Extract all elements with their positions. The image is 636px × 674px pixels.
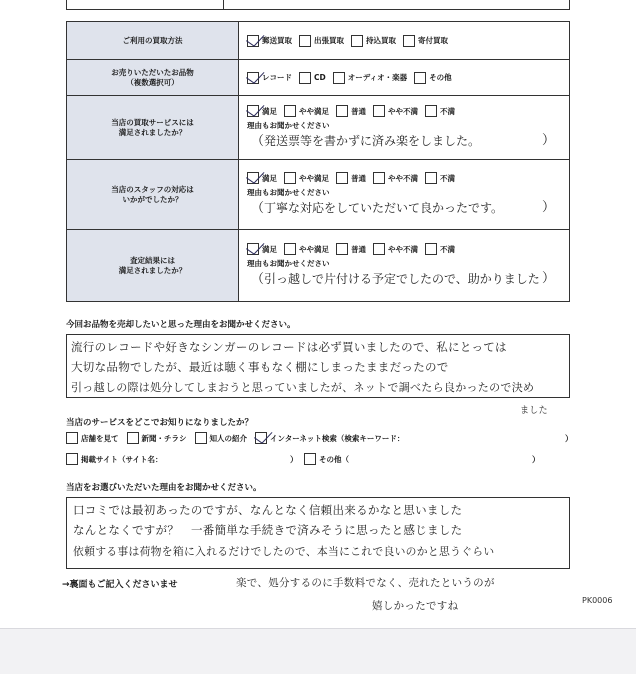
checkbox[interactable] [373, 105, 385, 117]
rating-dissatisfied[interactable]: 不満 [425, 172, 455, 184]
checkbox[interactable] [336, 172, 348, 184]
checkbox[interactable] [373, 243, 385, 255]
sell-reason-line2: 大切な品物でしたが、最近は聴く事もなく棚にしまったままだったので [71, 360, 449, 374]
checkbox[interactable] [127, 432, 139, 444]
rating-neutral[interactable]: 普通 [336, 243, 366, 255]
site-close-paren: ） [290, 455, 298, 464]
checkbox[interactable] [336, 243, 348, 255]
back-side-note: →裏面もご記入くださいませ [62, 580, 178, 590]
rating-somewhat-satisfied[interactable]: やや満足 [284, 172, 329, 184]
source-row-2 [66, 453, 170, 465]
option-donation[interactable]: 寄付買取 [403, 35, 448, 47]
option-visit[interactable]: 出張買取 [299, 35, 344, 47]
option-cd[interactable]: CD [299, 72, 326, 84]
checkbox[interactable] [403, 35, 415, 47]
answer-items [239, 60, 570, 96]
checkbox[interactable] [195, 432, 207, 444]
sell-reason-heading: 今回お品物を売却したいと思った理由をお聞かせください。 [66, 320, 296, 330]
source-internet[interactable]: インターネット検索（検索キーワード： [255, 432, 404, 444]
option-bring-in[interactable]: 持込買取 [351, 35, 396, 47]
checkbox[interactable] [247, 72, 259, 84]
checkbox[interactable] [284, 243, 296, 255]
checkbox[interactable] [425, 243, 437, 255]
source-row-1 [66, 432, 412, 444]
rating-satisfied[interactable]: 満足 [247, 172, 277, 184]
sell-reason-line1: 流行のレコードや好きなシンガーのレコードは必ず買いましたので、私にとっては [71, 340, 507, 354]
checkbox[interactable] [247, 35, 259, 47]
answer-method [239, 22, 570, 60]
checkbox[interactable] [425, 172, 437, 184]
question-method: ご利用の買取方法 [67, 22, 239, 60]
source-site[interactable]: 掲載サイト（サイト名： [66, 453, 162, 465]
rating-somewhat-dissatisfied[interactable]: やや不満 [373, 105, 418, 117]
option-record[interactable]: レコード [247, 72, 292, 84]
checkbox[interactable] [299, 35, 311, 47]
rating-somewhat-satisfied[interactable]: やや満足 [284, 105, 329, 117]
rating-somewhat-dissatisfied[interactable]: やや不満 [373, 243, 418, 255]
checkbox[interactable] [284, 172, 296, 184]
choose-reason-field[interactable] [66, 497, 570, 569]
checkbox[interactable] [284, 105, 296, 117]
checkbox[interactable] [66, 453, 78, 465]
source-store[interactable]: 店舗を見て [66, 432, 119, 444]
answer-appraisal: 満足 やや満足 普通 やや不満 不満 理由もお聞かせください （引っ越しで片付ける予定でしたので、助かりました ） [239, 230, 570, 302]
source-newspaper[interactable]: 新聞・チラシ [127, 432, 187, 444]
checkbox[interactable] [333, 72, 345, 84]
sell-reason-field[interactable] [66, 334, 570, 398]
previous-table-edge [66, 0, 570, 10]
question-items: お売りいただいたお品物 （複数選択可） [67, 60, 239, 96]
form-code: PK0006 [582, 596, 613, 605]
answer-staff: 満足 やや満足 普通 やや不満 不満 理由もお聞かせください （丁寧な対応をしていただいて良かったです。 ） [239, 160, 570, 230]
option-mail[interactable]: 郵送買取 [247, 35, 292, 47]
question-appraisal: 査定結果には 満足されましたか？ [67, 230, 239, 302]
source-referral[interactable]: 知人の紹介 [195, 432, 248, 444]
checkbox[interactable] [247, 243, 259, 255]
sell-reason-line4: ました [520, 406, 548, 416]
rating-service [247, 105, 569, 117]
other-close-paren: ） [532, 455, 540, 464]
rating-somewhat-satisfied[interactable]: やや満足 [284, 243, 329, 255]
rating-dissatisfied[interactable]: 不満 [425, 105, 455, 117]
question-service: 当店の買取サービスには 満足されましたか？ [67, 96, 239, 160]
checkbox[interactable] [414, 72, 426, 84]
option-audio[interactable]: オーディオ・楽器 [333, 72, 407, 84]
sell-reason-line3: 引っ越しの際は処分してしまおうと思っていましたが、ネットで調べたら良かったので決め [71, 381, 535, 394]
checkbox[interactable] [425, 105, 437, 117]
rating-satisfied[interactable]: 満足 [247, 243, 277, 255]
checkbox[interactable] [247, 172, 259, 184]
checkbox[interactable] [336, 105, 348, 117]
rating-dissatisfied[interactable]: 不満 [425, 243, 455, 255]
choose-reason-line2: なんとなくですが？ 一番簡単な手続きで済みそうに思ったと感じました [73, 523, 463, 537]
reason-staff-field[interactable]: （丁寧な対応をしていただいて良かったです。 ） [251, 200, 555, 216]
reason-appraisal-text: 引っ越しで片付ける予定でしたので、助かりました [264, 272, 540, 286]
reason-service-text: 発送票等を書かずに済み楽をしました。 [264, 134, 481, 148]
source-other-row [304, 453, 357, 465]
source-other[interactable]: その他（ [304, 453, 349, 465]
rating-neutral[interactable]: 普通 [336, 172, 366, 184]
checkbox[interactable] [66, 432, 78, 444]
choose-reason-line3: 依頼する事は荷物を箱に入れるだけでしたので、本当にこれで良いのかと思うぐらい [73, 545, 495, 558]
option-other[interactable]: その他 [414, 72, 452, 84]
question-staff: 当店のスタッフの対応は いかがでしたか？ [67, 160, 239, 230]
choose-reason-line1: 口コミでは最初あったのですが、なんとなく信頼出来るかなと思いました [73, 503, 463, 517]
rating-somewhat-dissatisfied[interactable]: やや不満 [373, 172, 418, 184]
choose-reason-line4: 楽で、処分するのに手数料でなく、売れたというのが [236, 577, 495, 589]
reason-service-field[interactable]: （発送票等を書かずに済み楽をしました。 ） [251, 133, 555, 149]
choose-reason-heading: 当店をお選びいただいた理由をお聞かせください。 [66, 483, 262, 493]
source-heading: 当店のサービスをどこでお知りになりましたか？ [66, 418, 254, 428]
rating-satisfied[interactable]: 満足 [247, 105, 277, 117]
survey-table [66, 21, 570, 302]
checkbox[interactable] [247, 105, 259, 117]
rating-staff [247, 172, 569, 184]
reason-staff-text: 丁寧な対応をしていただいて良かったです。 [264, 201, 504, 215]
rating-neutral[interactable]: 普通 [336, 105, 366, 117]
checkbox[interactable] [299, 72, 311, 84]
keyword-close-paren: ） [565, 434, 573, 443]
rating-appraisal [247, 243, 569, 255]
checkbox[interactable] [373, 172, 385, 184]
checkbox[interactable] [255, 432, 267, 444]
reason-appraisal-field[interactable]: （引っ越しで片付ける予定でしたので、助かりました ） [251, 271, 555, 287]
checkbox[interactable] [351, 35, 363, 47]
choose-reason-line5: 嬉しかったですね [372, 600, 459, 612]
checkbox[interactable] [304, 453, 316, 465]
answer-service: 満足 やや満足 普通 やや不満 不満 理由もお聞かせください （発送票等を書かずに済み楽をしました。 ） [239, 96, 570, 160]
viewer-background [0, 628, 636, 674]
